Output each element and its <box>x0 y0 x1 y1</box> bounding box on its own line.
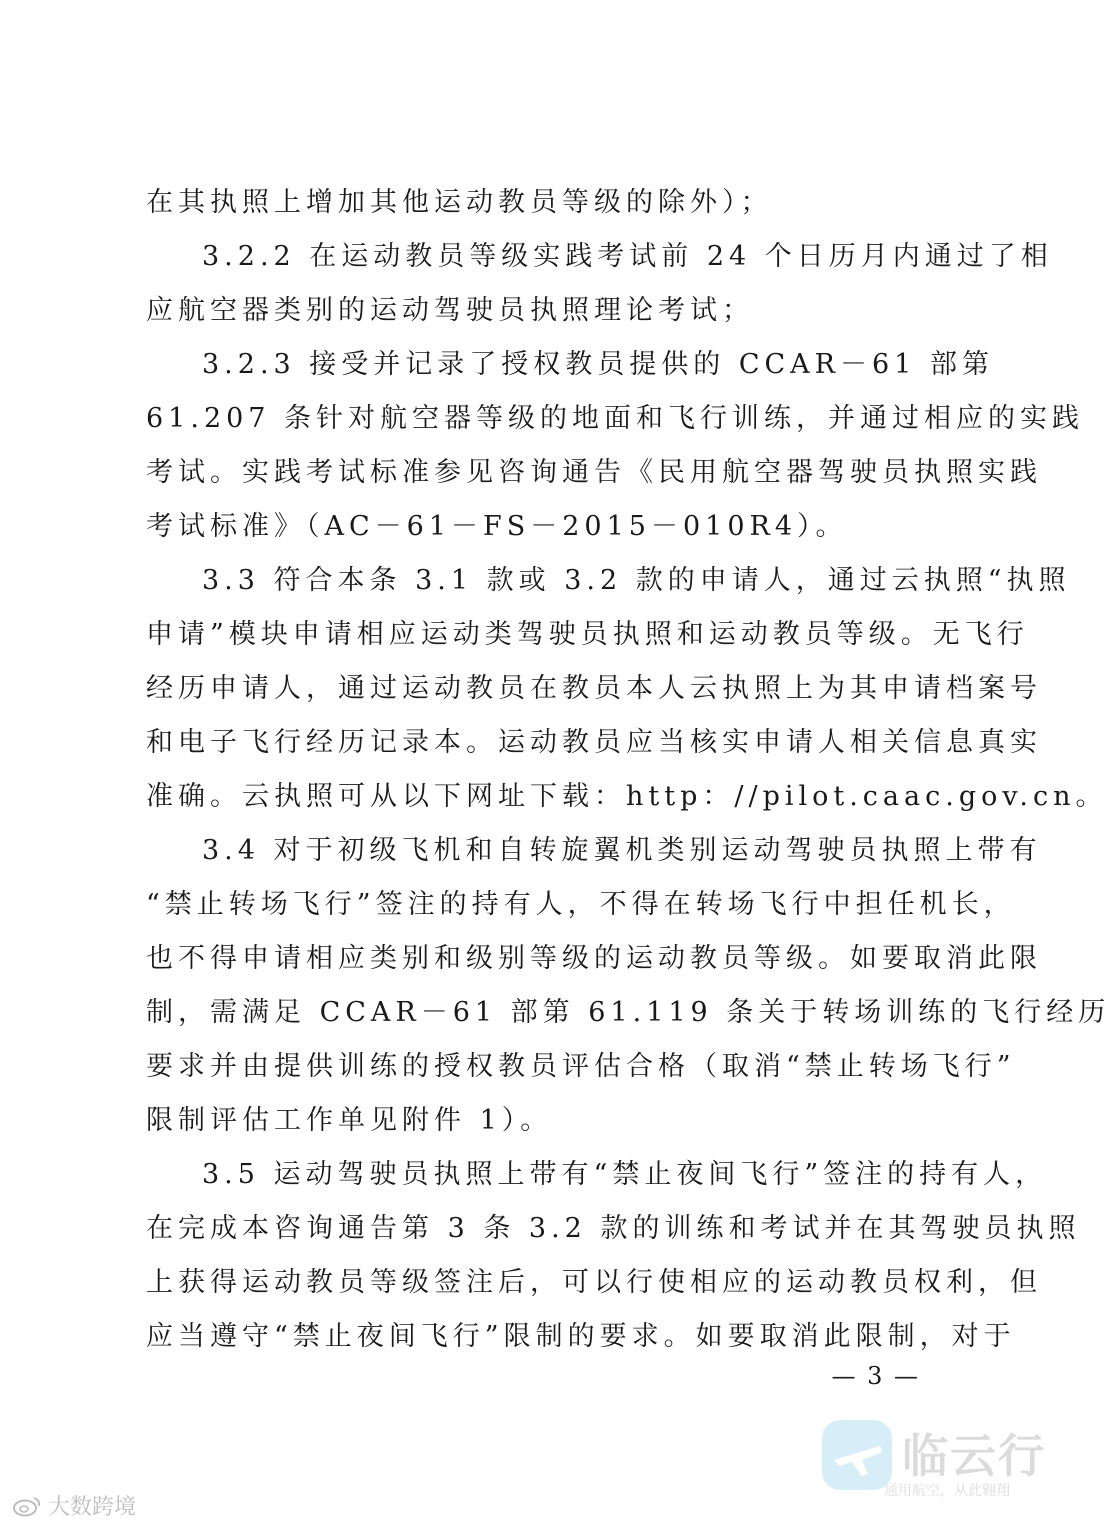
text-line: 3.3 符合本条 3.1 款或 3.2 款的申请人，通过云执照“执照 <box>202 565 1071 596</box>
text-line: 要求并由提供训练的授权教员评估合格（取消“禁止转场飞行” <box>146 1051 1016 1082</box>
text-line: 应当遵守“禁止夜间飞行”限制的要求。如要取消此限制，对于 <box>146 1321 1016 1352</box>
text-line: 也不得申请相应类别和级别等级的运动教员等级。如要取消此限 <box>146 943 1042 974</box>
text-line: 在完成本咨询通告第 3 条 3.2 款的训练和考试并在其驾驶员执照 <box>146 1213 1081 1244</box>
text-line: 考试。实践考试标准参见咨询通告《民用航空器驾驶员执照实践 <box>146 457 1042 488</box>
text-line: 考试标准》（AC－61－FS－2015－010R4）。 <box>146 511 848 542</box>
text-line: 3.2.2 在运动教员等级实践考试前 24 个日历月内通过了相 <box>202 241 1053 272</box>
text-line: 和电子飞行经历记录本。运动教员应当核实申请人相关信息真实 <box>146 727 1042 758</box>
body-text <box>146 176 1110 1364</box>
watermark-title: 临云行 <box>902 1429 1046 1483</box>
text-line: 在其执照上增加其他运动教员等级的除外）； <box>146 187 773 218</box>
text-line: “禁止转场飞行”签注的持有人，不得在转场飞行中担任机长， <box>146 889 1016 920</box>
text-line: 61.207 条针对航空器等级的地面和飞行训练，并通过相应的实践 <box>146 403 1085 434</box>
text-line: 制，需满足 CCAR－61 部第 61.119 条关于转场训练的飞行经历 <box>146 997 1110 1028</box>
text-line: 经历申请人，通过运动教员在教员本人云执照上为其申请档案号 <box>146 673 1042 704</box>
text-line: 3.4 对于初级飞机和自转旋翼机类别运动驾驶员执照上带有 <box>202 835 1042 866</box>
watermark-slogan: 通用航空，从此翱翔 <box>884 1483 1010 1499</box>
airplane-logo-icon <box>822 1420 892 1490</box>
text-line: 准确。云执照可从以下网址下载：http：//pilot.caac.gov.cn。 <box>146 781 1108 812</box>
watermark-left-text: 大数跨境 <box>48 1495 137 1520</box>
watermark-weibo <box>12 1490 136 1521</box>
text-line: 应航空器类别的运动驾驶员执照理论考试； <box>146 295 754 326</box>
text-line: 申请”模块申请相应运动类驾驶员执照和运动教员等级。无飞行 <box>146 619 1029 650</box>
text-line: 3.2.3 接受并记录了授权教员提供的 CCAR－61 部第 <box>202 349 994 380</box>
text-line: 上获得运动教员等级签注后，可以行使相应的运动教员权利，但 <box>146 1267 1042 1298</box>
page-number: — 3 — <box>831 1362 920 1390</box>
weibo-icon <box>12 1495 42 1517</box>
watermark-linyunxing <box>822 1420 1072 1510</box>
text-line: 限制评估工作单见附件 1）。 <box>146 1105 553 1136</box>
text-line: 3.5 运动驾驶员执照上带有“禁止夜间飞行”签注的持有人， <box>202 1159 1048 1190</box>
